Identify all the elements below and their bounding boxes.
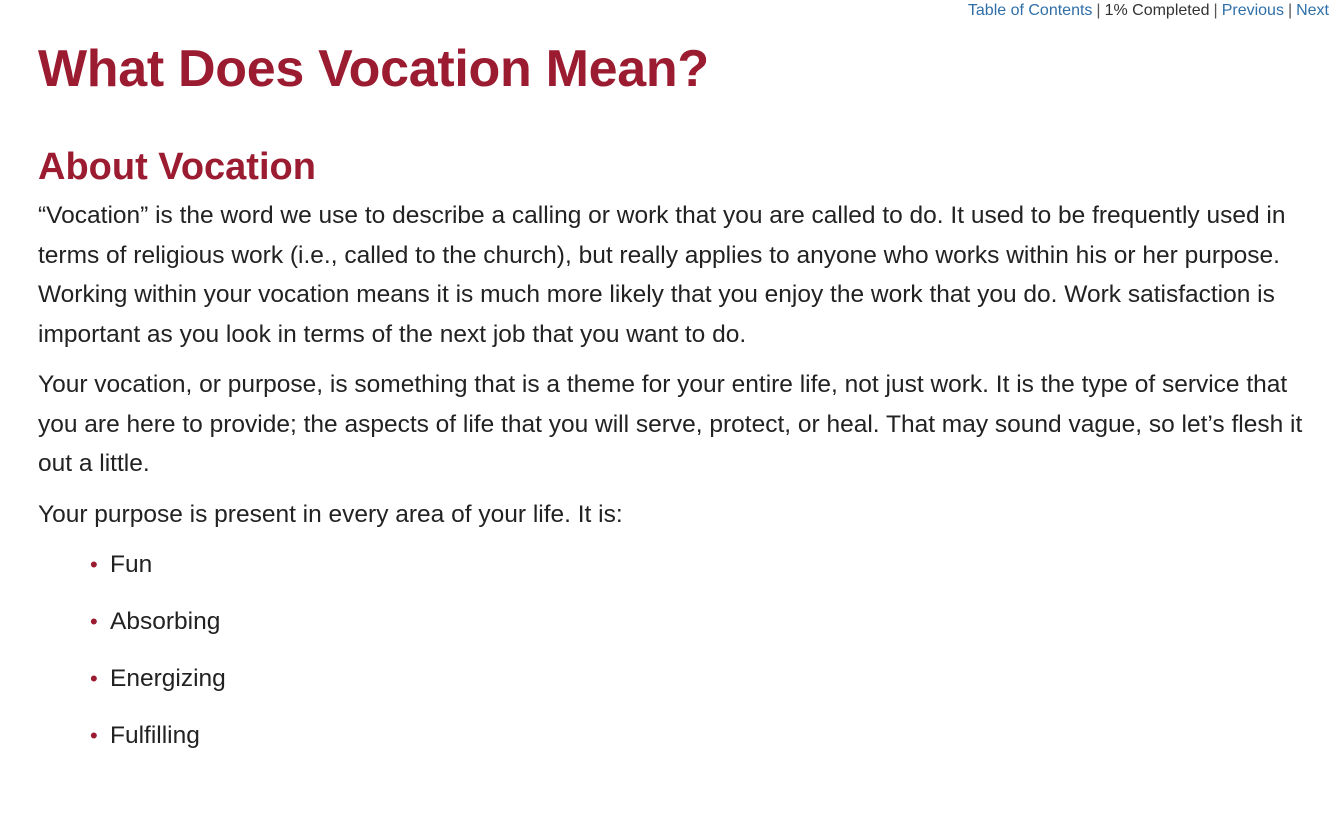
paragraph-purpose-intro: Your purpose is present in every area of your life. It is: — [38, 500, 623, 528]
page-title: What Does Vocation Mean? — [38, 40, 709, 98]
nav-separator: | — [1213, 2, 1218, 19]
bullet-icon: • — [90, 609, 98, 634]
list-item — [90, 717, 1318, 755]
list-item — [90, 660, 1318, 698]
table-of-contents-link[interactable]: Table of Contents — [967, 2, 1093, 19]
list-item-label: Absorbing — [110, 608, 221, 635]
main-content — [38, 36, 1318, 774]
paragraph-vocation-definition: “Vocation” is the word we use to describe a calling or work that you are called to do. It used to be frequently used in terms of religious work (i.e., called to the church), but really applies to anyone who works within his or her purpose. Working within your vocation means it is much more likely that you enjoy the work that you do. Work satisfaction is important as you look in terms of the next job that you want to do. — [38, 202, 1286, 348]
list-item — [90, 603, 1318, 641]
top-navigation — [968, 1, 1329, 21]
list-item-label: Fun — [110, 551, 153, 578]
nav-separator: | — [1287, 2, 1293, 19]
section-heading: About Vocation — [38, 146, 316, 188]
previous-link[interactable]: Previous — [1221, 2, 1284, 19]
list-item-label: Fulfilling — [110, 722, 200, 749]
list-item — [90, 546, 1318, 584]
progress-status: 1% Completed — [1104, 2, 1210, 19]
paragraph-vocation-purpose: Your vocation, or purpose, is something that is a theme for your entire life, not just work. It is the type of service that you are here to provide; the aspects of life that you will serve, protect, or heal. That may sound vague, so let’s flesh it out a little. — [38, 371, 1303, 477]
next-link[interactable]: Next — [1296, 2, 1329, 19]
bullet-icon: • — [90, 666, 98, 691]
bullet-icon: • — [90, 723, 98, 748]
nav-separator: | — [1096, 2, 1101, 19]
bullet-icon: • — [90, 552, 98, 577]
purpose-list — [38, 546, 1318, 755]
list-item-label: Energizing — [110, 665, 226, 692]
